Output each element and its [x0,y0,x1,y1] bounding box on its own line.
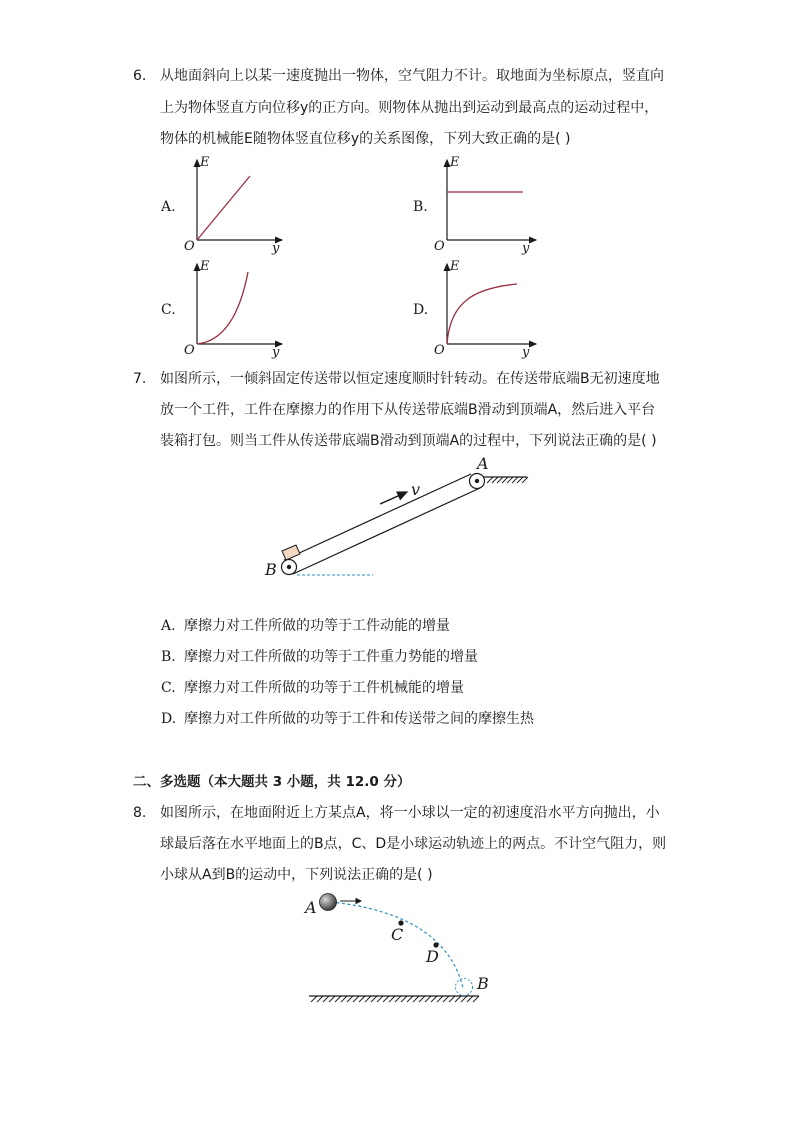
point-c-label: C [391,925,404,944]
option-d-text[interactable]: 摩擦力对工件所做的功等于工件和传送带之间的摩擦生热 [184,711,534,727]
top-pulley-axle [475,479,479,483]
axis-label-e: E [200,155,210,170]
trajectory-path [331,902,463,988]
question-text-line: 装箱打包。则当工件从传送带底端B滑动到顶端A的过程中，下列说法正确的是( ) [160,433,657,449]
velocity-label: v [411,480,421,499]
question-number: 8. [133,805,147,821]
graph-option-c [180,256,290,361]
conveyor-belt-figure [255,450,540,590]
question-text-line: 如图所示，在地面附近上方某点A，将一小球以一定的初速度沿水平方向抛出，小 [160,805,660,821]
option-a-text[interactable]: 摩擦力对工件所做的功等于工件动能的增量 [184,618,450,634]
ball [320,894,337,911]
question-number: 6. [133,68,147,84]
axis-label-y: y [522,345,530,360]
belt-upper-edge [284,474,471,560]
point-b-label: B [265,560,277,579]
graph-option-b [430,152,545,257]
option-c-label[interactable]: C. [161,302,176,318]
option-b-label[interactable]: B. [413,199,428,215]
curve-linear [197,176,250,240]
question-text-line: 上为物体竖直方向位移y的正方向。则物体从抛出到运动到最高点的运动过程中， [160,100,659,116]
point-d-label: D [426,947,439,966]
landing-ball-outline [456,979,473,996]
option-c-label[interactable]: C. [161,680,176,696]
option-d-label[interactable]: D. [161,711,177,727]
option-a-label[interactable]: A. [161,618,176,634]
ground-hatch [311,996,479,1002]
origin-label: O [434,343,445,358]
origin-label: O [184,239,195,254]
origin-label: O [434,239,445,254]
axis-label-e: E [450,155,460,170]
graph-option-a [180,152,290,257]
axis-label-y: y [522,241,530,256]
origin-label: O [184,343,195,358]
question-text-line: 从地面斜向上以某一速度抛出一物体，空气阻力不计。取地面为坐标原点，竖直向 [160,68,664,84]
question-text-line: 小球从A到B的运动中，下列说法正确的是( ) [160,867,433,883]
question-text-line: 物体的机械能E随物体竖直位移y的关系图像，下列大致正确的是( ) [160,131,571,147]
graph-option-d [430,256,545,361]
platform-hatch [487,477,528,483]
projectile-figure [295,888,495,1013]
curve-convex [197,272,248,344]
section-title: 二、多选题（本大题共 3 小题，共 12.0 分） [133,774,411,790]
axis-label-y: y [272,345,280,360]
axis-label-e: E [200,259,210,274]
option-b-label[interactable]: B. [161,649,176,665]
option-d-label[interactable]: D. [413,302,429,318]
velocity-arrow [380,492,407,504]
question-text-line: 如图所示，一倾斜固定传送带以恒定速度顺时针转动。在传送带底端B无初速度地 [160,371,660,387]
option-b-text[interactable]: 摩擦力对工件所做的功等于工件重力势能的增量 [184,649,478,665]
axis-label-y: y [272,241,280,256]
question-number: 7. [133,371,147,387]
bottom-pulley-axle [287,565,291,569]
option-c-text[interactable]: 摩擦力对工件所做的功等于工件机械能的增量 [184,680,464,696]
axis-label-e: E [450,259,460,274]
question-text-line: 球最后落在水平地面上的B点，C、D是小球运动轨迹上的两点。不计空气阻力，则 [160,836,667,852]
workpiece-block [282,545,300,560]
question-text-line: 放一个工件，工件在摩擦力的作用下从传送带底端B滑动到顶端A，然后进入平台 [160,402,656,418]
point-b-label: B [477,974,489,993]
curve-concave [447,284,517,344]
point-a-label: A [477,454,489,473]
point-a-label: A [305,898,317,917]
option-a-label[interactable]: A. [161,199,176,215]
